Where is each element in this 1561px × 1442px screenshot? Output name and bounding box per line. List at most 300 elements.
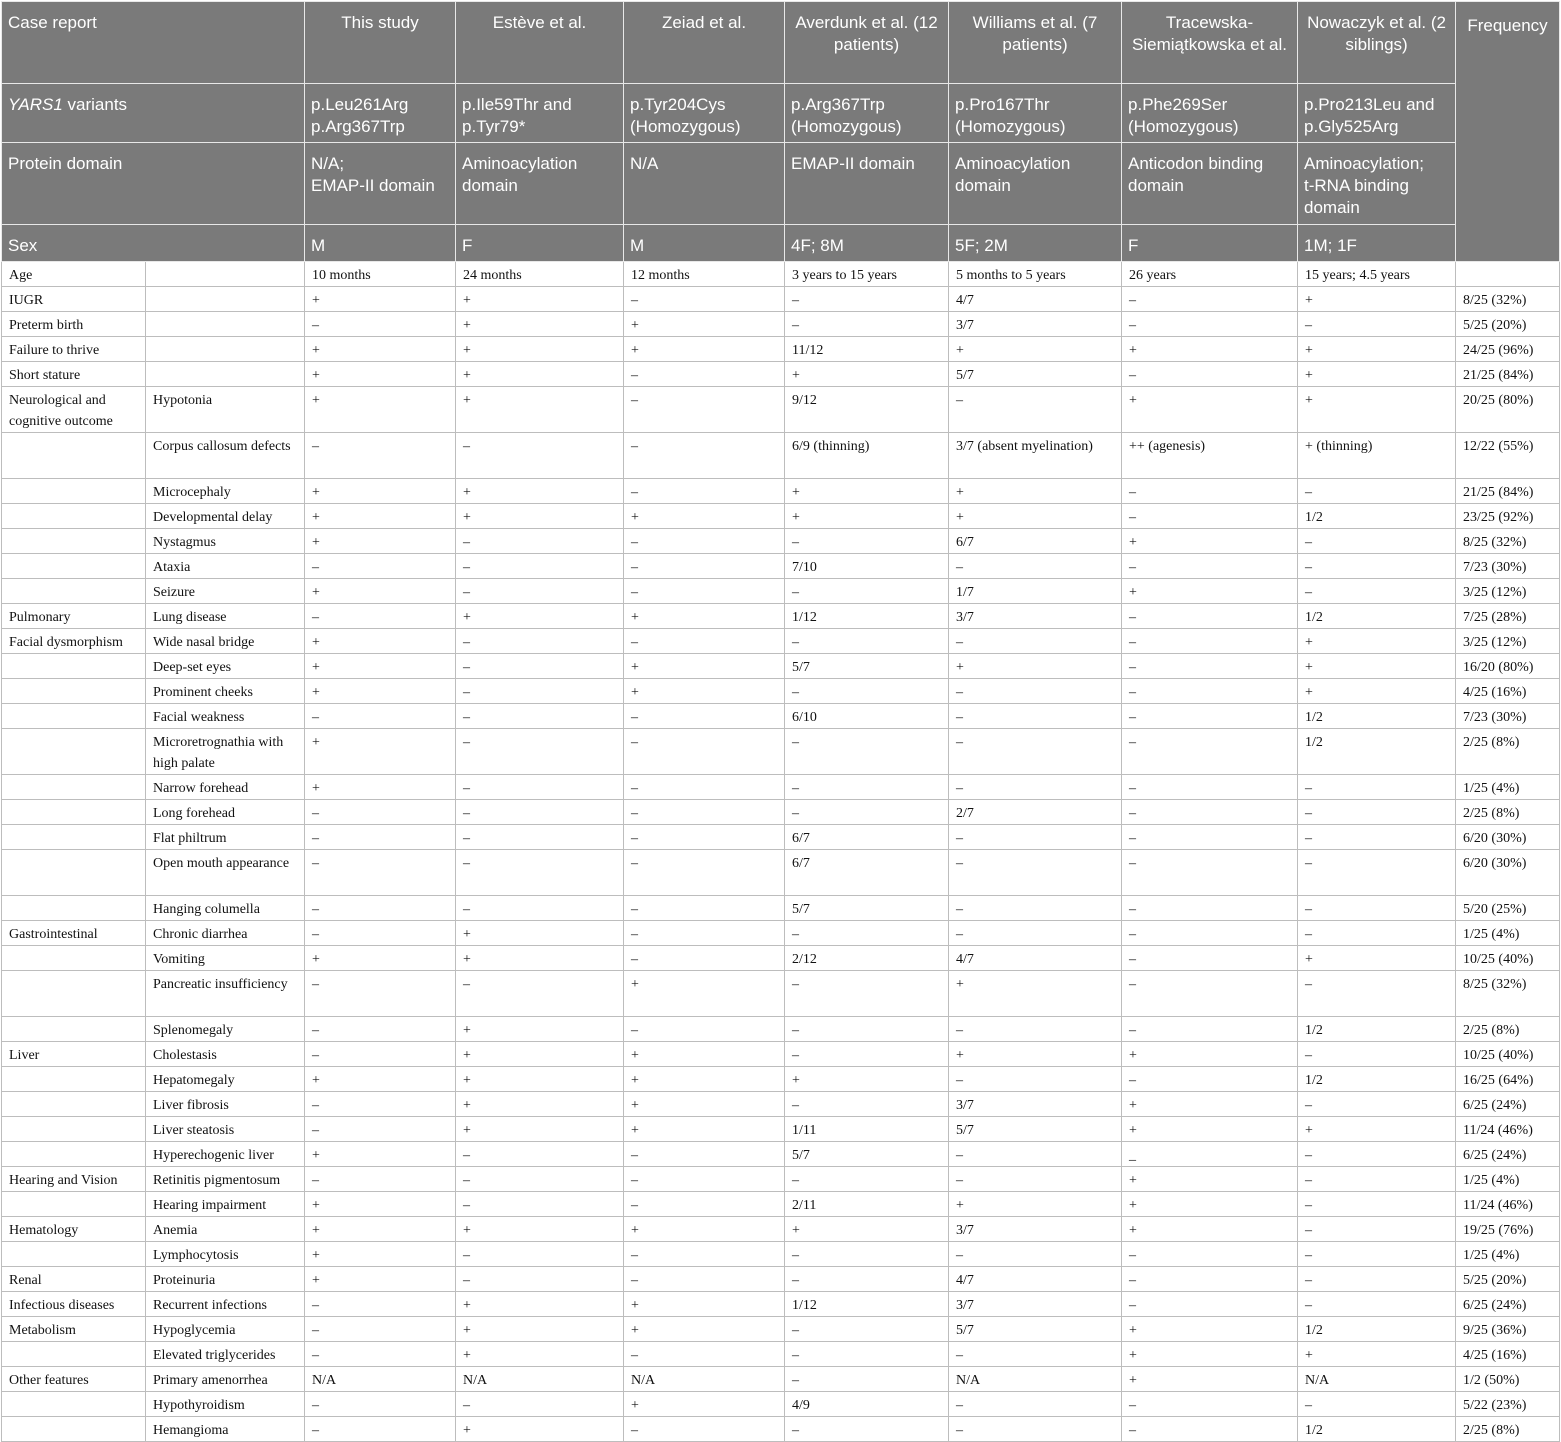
sex-cell: F <box>1122 225 1298 262</box>
category-cell <box>2 946 146 971</box>
frequency-cell: 8/25 (32%) <box>1456 529 1560 554</box>
value-cell: – <box>456 679 624 704</box>
value-cell: – <box>1122 825 1298 850</box>
category-cell <box>2 529 146 554</box>
value-cell: + <box>949 971 1122 1017</box>
feature-cell: Liver fibrosis <box>146 1092 305 1117</box>
value-cell: – <box>1122 504 1298 529</box>
category-cell: Age <box>2 262 146 287</box>
value-cell: + <box>305 1217 456 1242</box>
frequency-cell: 24/25 (96%) <box>1456 337 1560 362</box>
value-cell: – <box>1122 971 1298 1017</box>
category-cell <box>2 1067 146 1092</box>
value-cell: 2/11 <box>785 1192 949 1217</box>
value-cell: + <box>949 479 1122 504</box>
value-cell: + <box>305 387 456 433</box>
value-cell: 5/7 <box>785 896 949 921</box>
value-cell: – <box>1122 800 1298 825</box>
value-cell: + <box>456 1092 624 1117</box>
table-row <box>2 1292 1560 1317</box>
category-cell <box>2 1117 146 1142</box>
value-cell: – <box>785 1092 949 1117</box>
domain-cell: N/A <box>624 143 785 225</box>
value-cell: + <box>456 1292 624 1317</box>
value-cell: 10 months <box>305 262 456 287</box>
value-cell: + <box>456 312 624 337</box>
value-cell: + <box>456 1417 624 1442</box>
table-row <box>2 262 1560 287</box>
category-cell <box>2 1017 146 1042</box>
value-cell: – <box>949 896 1122 921</box>
feature-cell: Microretrognathia with high palate <box>146 729 305 775</box>
domain-cell: Aminoacylation; t-RNA binding domain <box>1298 143 1456 225</box>
category-cell <box>2 896 146 921</box>
value-cell: – <box>949 1017 1122 1042</box>
value-cell: – <box>624 896 785 921</box>
value-cell: – <box>1298 1192 1456 1217</box>
feature-cell: Long forehead <box>146 800 305 825</box>
value-cell: + <box>456 921 624 946</box>
frequency-cell: 20/25 (80%) <box>1456 387 1560 433</box>
frequency-cell: 6/20 (30%) <box>1456 850 1560 896</box>
category-cell <box>2 850 146 896</box>
frequency-cell: 6/25 (24%) <box>1456 1092 1560 1117</box>
table-row <box>2 579 1560 604</box>
value-cell: 6/7 <box>785 825 949 850</box>
value-cell: + <box>1122 387 1298 433</box>
category-cell <box>2 479 146 504</box>
value-cell: – <box>1122 629 1298 654</box>
value-cell: – <box>1122 704 1298 729</box>
category-cell: Other features <box>2 1367 146 1392</box>
value-cell: – <box>624 479 785 504</box>
value-cell: + <box>305 729 456 775</box>
category-cell: Hematology <box>2 1217 146 1242</box>
table-row <box>2 825 1560 850</box>
value-cell: + <box>1122 1217 1298 1242</box>
value-cell: + <box>456 1017 624 1042</box>
table-row <box>2 679 1560 704</box>
value-cell: – <box>1122 921 1298 946</box>
value-cell: – <box>1122 850 1298 896</box>
frequency-cell: 6/25 (24%) <box>1456 1292 1560 1317</box>
variants-label: YARS1 variants <box>2 84 305 143</box>
value-cell: + <box>456 1067 624 1092</box>
value-cell: 1/2 <box>1298 1067 1456 1092</box>
frequency-cell: 8/25 (32%) <box>1456 971 1560 1017</box>
value-cell: – <box>624 850 785 896</box>
value-cell: + <box>305 775 456 800</box>
value-cell: 5/7 <box>949 362 1122 387</box>
value-cell: – <box>1122 679 1298 704</box>
value-cell: + <box>1122 1042 1298 1067</box>
value-cell: + <box>456 1317 624 1342</box>
value-cell: + <box>1122 1367 1298 1392</box>
value-cell: + <box>949 337 1122 362</box>
category-cell: Failure to thrive <box>2 337 146 362</box>
sex-label: Sex <box>2 225 305 262</box>
value-cell: + <box>456 362 624 387</box>
frequency-cell: 1/25 (4%) <box>1456 921 1560 946</box>
category-cell <box>2 433 146 479</box>
value-cell: + <box>1298 287 1456 312</box>
value-cell: + <box>305 1242 456 1267</box>
category-cell <box>2 1192 146 1217</box>
value-cell: – <box>456 775 624 800</box>
sex-cell: 4F; 8M <box>785 225 949 262</box>
table-row <box>2 921 1560 946</box>
frequency-cell: 1/25 (4%) <box>1456 1242 1560 1267</box>
value-cell: + <box>456 287 624 312</box>
table-row <box>2 1317 1560 1342</box>
value-cell: 1/2 <box>1298 1317 1456 1342</box>
feature-cell: Open mouth appearance <box>146 850 305 896</box>
value-cell: + <box>785 504 949 529</box>
value-cell: – <box>456 1192 624 1217</box>
feature-cell: Hanging columella <box>146 896 305 921</box>
value-cell: N/A <box>624 1367 785 1392</box>
category-cell <box>2 554 146 579</box>
value-cell: 1/2 <box>1298 1017 1456 1042</box>
feature-cell <box>146 262 305 287</box>
value-cell: + <box>785 479 949 504</box>
value-cell: 3/7 (absent myelination) <box>949 433 1122 479</box>
frequency-cell: 10/25 (40%) <box>1456 946 1560 971</box>
value-cell: + <box>1122 1167 1298 1192</box>
feature-cell: Hypotonia <box>146 387 305 433</box>
feature-cell <box>146 362 305 387</box>
value-cell: – <box>305 1392 456 1417</box>
value-cell: – <box>456 433 624 479</box>
value-cell: – <box>1122 775 1298 800</box>
value-cell: – <box>305 896 456 921</box>
value-cell: – <box>785 312 949 337</box>
variant-cell: p.Tyr204Cys (Homozygous) <box>624 84 785 143</box>
value-cell: – <box>785 1267 949 1292</box>
value-cell: – <box>949 775 1122 800</box>
study-header: Zeiad et al. <box>624 2 785 84</box>
domain-cell: Aminoacylation domain <box>949 143 1122 225</box>
variant-cell: p.Pro213Leu and p.Gly525Arg <box>1298 84 1456 143</box>
frequency-cell: 4/25 (16%) <box>1456 679 1560 704</box>
value-cell: – <box>949 825 1122 850</box>
value-cell: + <box>785 1217 949 1242</box>
feature-cell: Lung disease <box>146 604 305 629</box>
value-cell: – <box>305 850 456 896</box>
variant-cell: p.Pro167Thr (Homozygous) <box>949 84 1122 143</box>
header-row-studies <box>2 2 1560 84</box>
value-cell: – <box>624 729 785 775</box>
value-cell: + <box>1122 579 1298 604</box>
feature-cell: Elevated triglycerides <box>146 1342 305 1367</box>
table-row <box>2 704 1560 729</box>
feature-cell: Developmental delay <box>146 504 305 529</box>
value-cell: + <box>305 946 456 971</box>
value-cell: – <box>785 579 949 604</box>
value-cell: 5/7 <box>949 1317 1122 1342</box>
value-cell: – <box>1122 604 1298 629</box>
value-cell: – <box>785 1042 949 1067</box>
value-cell: N/A <box>949 1367 1122 1392</box>
frequency-cell: 5/25 (20%) <box>1456 312 1560 337</box>
feature-cell: Hemangioma <box>146 1417 305 1442</box>
feature-cell <box>146 337 305 362</box>
value-cell: + <box>456 604 624 629</box>
value-cell: 24 months <box>456 262 624 287</box>
value-cell: – <box>949 1342 1122 1367</box>
frequency-cell: 21/25 (84%) <box>1456 479 1560 504</box>
variant-cell: p.Phe269Ser (Homozygous) <box>1122 84 1298 143</box>
value-cell: – <box>624 775 785 800</box>
category-cell <box>2 800 146 825</box>
value-cell: – <box>785 287 949 312</box>
value-cell: – <box>624 1417 785 1442</box>
category-cell <box>2 1392 146 1417</box>
value-cell: – <box>1298 1242 1456 1267</box>
frequency-cell: 2/25 (8%) <box>1456 1417 1560 1442</box>
value-cell: – <box>785 1367 949 1392</box>
value-cell: – <box>949 729 1122 775</box>
value-cell: – <box>1298 1392 1456 1417</box>
feature-cell <box>146 312 305 337</box>
value-cell: – <box>456 1267 624 1292</box>
study-header: Estève et al. <box>456 2 624 84</box>
value-cell: – <box>949 629 1122 654</box>
value-cell: – <box>949 679 1122 704</box>
value-cell: – <box>1298 971 1456 1017</box>
value-cell: + <box>624 1092 785 1117</box>
value-cell: 4/7 <box>949 287 1122 312</box>
frequency-cell: 7/25 (28%) <box>1456 604 1560 629</box>
table-row <box>2 287 1560 312</box>
value-cell: – <box>456 971 624 1017</box>
table-row <box>2 1092 1560 1117</box>
value-cell: 4/7 <box>949 946 1122 971</box>
feature-cell: Proteinuria <box>146 1267 305 1292</box>
value-cell: – <box>785 775 949 800</box>
category-cell: Pulmonary <box>2 604 146 629</box>
value-cell: 4/7 <box>949 1267 1122 1292</box>
table-row <box>2 1342 1560 1367</box>
value-cell: – <box>1298 1042 1456 1067</box>
value-cell: + <box>456 387 624 433</box>
value-cell: + <box>1122 337 1298 362</box>
frequency-cell: 7/23 (30%) <box>1456 704 1560 729</box>
value-cell: + <box>305 362 456 387</box>
value-cell: – <box>456 554 624 579</box>
value-cell: – <box>1122 287 1298 312</box>
feature-cell: Vomiting <box>146 946 305 971</box>
value-cell: – <box>949 1392 1122 1417</box>
category-cell <box>2 704 146 729</box>
value-cell: – <box>305 971 456 1017</box>
value-cell: + (thinning) <box>1298 433 1456 479</box>
value-cell: + <box>305 529 456 554</box>
value-cell: 26 years <box>1122 262 1298 287</box>
value-cell: – <box>305 825 456 850</box>
value-cell: – <box>624 287 785 312</box>
frequency-cell: 5/20 (25%) <box>1456 896 1560 921</box>
value-cell: – <box>1122 1242 1298 1267</box>
frequency-cell: 1/25 (4%) <box>1456 775 1560 800</box>
value-cell: – <box>1298 1267 1456 1292</box>
category-cell <box>2 1092 146 1117</box>
category-cell <box>2 971 146 1017</box>
feature-cell: Microcephaly <box>146 479 305 504</box>
value-cell: + <box>1122 1317 1298 1342</box>
frequency-cell: 11/24 (46%) <box>1456 1117 1560 1142</box>
value-cell: – <box>305 1042 456 1067</box>
category-cell: Infectious diseases <box>2 1292 146 1317</box>
value-cell: – <box>1122 1392 1298 1417</box>
frequency-cell: 1/2 (50%) <box>1456 1367 1560 1392</box>
table-row <box>2 1017 1560 1042</box>
table-row <box>2 654 1560 679</box>
frequency-cell: 6/20 (30%) <box>1456 825 1560 850</box>
value-cell: – <box>305 1342 456 1367</box>
frequency-cell: 12/22 (55%) <box>1456 433 1560 479</box>
feature-cell: Hepatomegaly <box>146 1067 305 1092</box>
value-cell: – <box>949 1167 1122 1192</box>
frequency-cell: 19/25 (76%) <box>1456 1217 1560 1242</box>
value-cell: – <box>624 387 785 433</box>
value-cell: – <box>305 800 456 825</box>
domain-cell: EMAP-II domain <box>785 143 949 225</box>
gene-name: YARS1 <box>8 95 63 114</box>
value-cell: – <box>624 1167 785 1192</box>
value-cell: + <box>1298 1342 1456 1367</box>
value-cell: – <box>456 629 624 654</box>
value-cell: + <box>1122 1192 1298 1217</box>
value-cell: 15 years; 4.5 years <box>1298 262 1456 287</box>
table-row <box>2 1267 1560 1292</box>
value-cell: – <box>1122 896 1298 921</box>
value-cell: – <box>949 387 1122 433</box>
value-cell: + <box>785 1067 949 1092</box>
feature-cell: Deep-set eyes <box>146 654 305 679</box>
value-cell: – <box>624 1267 785 1292</box>
value-cell: – <box>624 629 785 654</box>
value-cell: N/A <box>456 1367 624 1392</box>
value-cell: – <box>305 554 456 579</box>
value-cell: – <box>1122 1417 1298 1442</box>
value-cell: – <box>1298 1217 1456 1242</box>
value-cell: – <box>456 850 624 896</box>
variant-cell: p.Arg367Trp (Homozygous) <box>785 84 949 143</box>
value-cell: + <box>305 1192 456 1217</box>
value-cell: + <box>1298 387 1456 433</box>
frequency-cell: 23/25 (92%) <box>1456 504 1560 529</box>
value-cell: – <box>1298 775 1456 800</box>
frequency-header: Frequency <box>1456 2 1560 262</box>
value-cell: + <box>456 1342 624 1367</box>
value-cell: 9/12 <box>785 387 949 433</box>
value-cell: – <box>1122 312 1298 337</box>
value-cell: ++ (agenesis) <box>1122 433 1298 479</box>
category-cell <box>2 504 146 529</box>
value-cell: – <box>456 896 624 921</box>
value-cell: _ <box>1122 1142 1298 1167</box>
value-cell: 1/2 <box>1298 704 1456 729</box>
value-cell: – <box>1298 1167 1456 1192</box>
value-cell: 1/2 <box>1298 729 1456 775</box>
value-cell: 6/10 <box>785 704 949 729</box>
value-cell: – <box>456 1142 624 1167</box>
feature-cell: Hypoglycemia <box>146 1317 305 1342</box>
frequency-cell: 1/25 (4%) <box>1456 1167 1560 1192</box>
frequency-cell: 11/24 (46%) <box>1456 1192 1560 1217</box>
value-cell: + <box>624 1117 785 1142</box>
table-row <box>2 529 1560 554</box>
table-row <box>2 729 1560 775</box>
value-cell: – <box>1122 479 1298 504</box>
feature-cell: Lymphocytosis <box>146 1242 305 1267</box>
value-cell: – <box>624 946 785 971</box>
value-cell: + <box>305 629 456 654</box>
value-cell: – <box>624 1242 785 1267</box>
table-row <box>2 775 1560 800</box>
value-cell: – <box>456 825 624 850</box>
table-row <box>2 1242 1560 1267</box>
category-cell <box>2 679 146 704</box>
frequency-cell: 2/25 (8%) <box>1456 1017 1560 1042</box>
value-cell: – <box>785 679 949 704</box>
value-cell: – <box>1298 1292 1456 1317</box>
table-row <box>2 971 1560 1017</box>
value-cell: 1/2 <box>1298 504 1456 529</box>
value-cell: 1/2 <box>1298 1417 1456 1442</box>
feature-cell: Wide nasal bridge <box>146 629 305 654</box>
study-header: Tracewska-Siemiątkowska et al. <box>1122 2 1298 84</box>
value-cell: 3/7 <box>949 1217 1122 1242</box>
feature-cell: Hypothyroidism <box>146 1392 305 1417</box>
value-cell: – <box>456 1392 624 1417</box>
value-cell: + <box>624 312 785 337</box>
sex-cell: 1M; 1F <box>1298 225 1456 262</box>
value-cell: – <box>1298 1092 1456 1117</box>
value-cell: – <box>949 1142 1122 1167</box>
value-cell: + <box>305 579 456 604</box>
value-cell: – <box>1122 729 1298 775</box>
value-cell: – <box>1298 554 1456 579</box>
value-cell: 2/12 <box>785 946 949 971</box>
value-cell: + <box>949 1192 1122 1217</box>
value-cell: 3/7 <box>949 1292 1122 1317</box>
value-cell: + <box>456 337 624 362</box>
value-cell: – <box>785 1242 949 1267</box>
value-cell: 2/7 <box>949 800 1122 825</box>
value-cell: – <box>1122 1267 1298 1292</box>
value-cell: 1/12 <box>785 1292 949 1317</box>
value-cell: – <box>305 1017 456 1042</box>
feature-cell: Pancreatic insufficiency <box>146 971 305 1017</box>
feature-cell: Retinitis pigmentosum <box>146 1167 305 1192</box>
value-cell: – <box>1298 579 1456 604</box>
value-cell: – <box>1298 896 1456 921</box>
value-cell: – <box>1122 1292 1298 1317</box>
value-cell: + <box>1122 1117 1298 1142</box>
value-cell: – <box>456 704 624 729</box>
table-row <box>2 1392 1560 1417</box>
value-cell: – <box>1298 825 1456 850</box>
sex-cell: M <box>305 225 456 262</box>
feature-cell: Liver steatosis <box>146 1117 305 1142</box>
table-row <box>2 800 1560 825</box>
frequency-cell: 9/25 (36%) <box>1456 1317 1560 1342</box>
value-cell: – <box>456 800 624 825</box>
value-cell: + <box>456 504 624 529</box>
value-cell: – <box>305 1092 456 1117</box>
